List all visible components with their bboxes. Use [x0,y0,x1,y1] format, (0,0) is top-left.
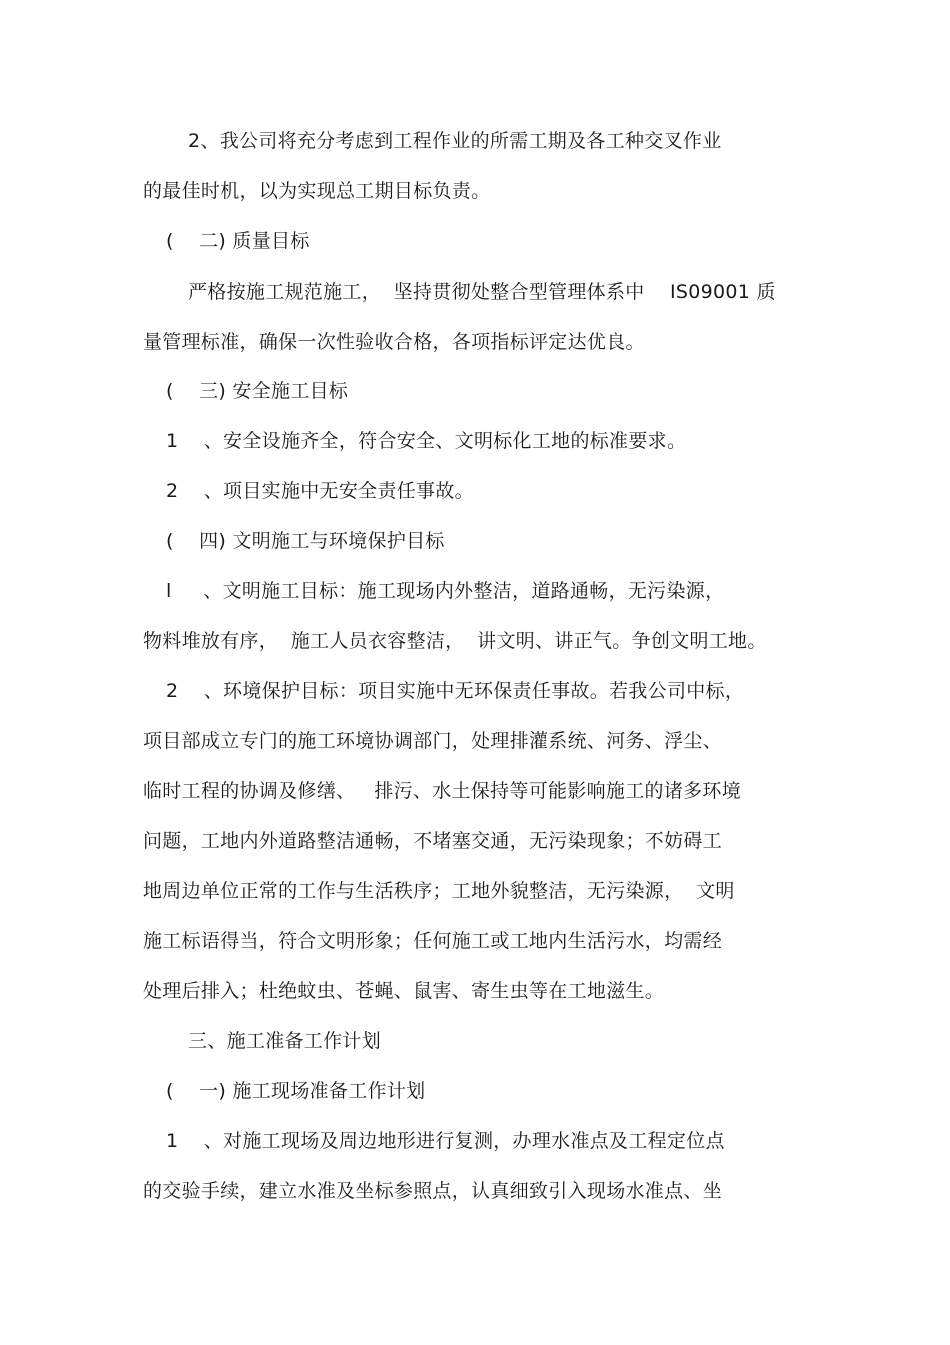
section-heading: ( 一) 施工现场准备工作计划 [166,1080,426,1102]
paragraph-line: 的最佳时机，以为实现总工期目标负责。 [143,180,491,202]
list-item: l 、文明施工目标：施工现场内外整洁，道路通畅，无污染源， [166,580,725,602]
paragraph-line: 项目部成立专门的施工环境协调部门，处理排灌系统、河务、浮尘、 [143,730,723,752]
list-item: 1 、安全设施齐全，符合安全、文明标化工地的标准要求。 [166,430,687,452]
paragraph-line: 的交验手续，建立水准及坐标参照点，认真细致引入现场水准点、坐 [143,1180,723,1202]
paragraph-line: 临时工程的协调及修缮、 排污、水土保持等可能影响施工的诸多环境 [143,780,742,802]
section-heading: ( 三) 安全施工目标 [166,380,349,402]
paragraph-line: 地周边单位正常的工作与生活秩序；工地外貌整洁，无污染源， 文明 [143,880,735,902]
paragraph-line: 量管理标准，确保一次性验收合格，各项指标评定达优良。 [143,331,645,353]
paragraph-line: 处理后排入；杜绝蚊虫、苍蝇、鼠害、寄生虫等在工地滋生。 [143,980,665,1002]
paragraph-line: 问题，工地内外道路整洁通畅，不堵塞交通，无污染现象；不妨碍工 [143,830,723,852]
paragraph-line: 严格按施工规范施工， 坚持贯彻处整合型管理体系中 IS09001 质 [188,281,776,303]
section-heading: ( 二) 质量目标 [166,230,310,252]
section-heading: 三、施工准备工作计划 [188,1030,382,1052]
list-item: 1 、对施工现场及周边地形进行复测，办理水准点及工程定位点 [166,1130,725,1152]
list-item: 2 、项目实施中无安全责任事故。 [166,480,474,502]
paragraph-line: 物料堆放有序， 施工人员衣容整洁， 讲文明、讲正气。争创文明工地。 [143,630,767,652]
paragraph-line: 2、我公司将充分考虑到工程作业的所需工期及各工种交叉作业 [188,130,722,152]
list-item: 2 、环境保护目标：项目实施中无环保责任事故。若我公司中标， [166,680,745,702]
section-heading: ( 四) 文明施工与环境保护目标 [166,530,445,552]
paragraph-line: 施工标语得当，符合文明形象；任何施工或工地内生活污水，均需经 [143,930,723,952]
